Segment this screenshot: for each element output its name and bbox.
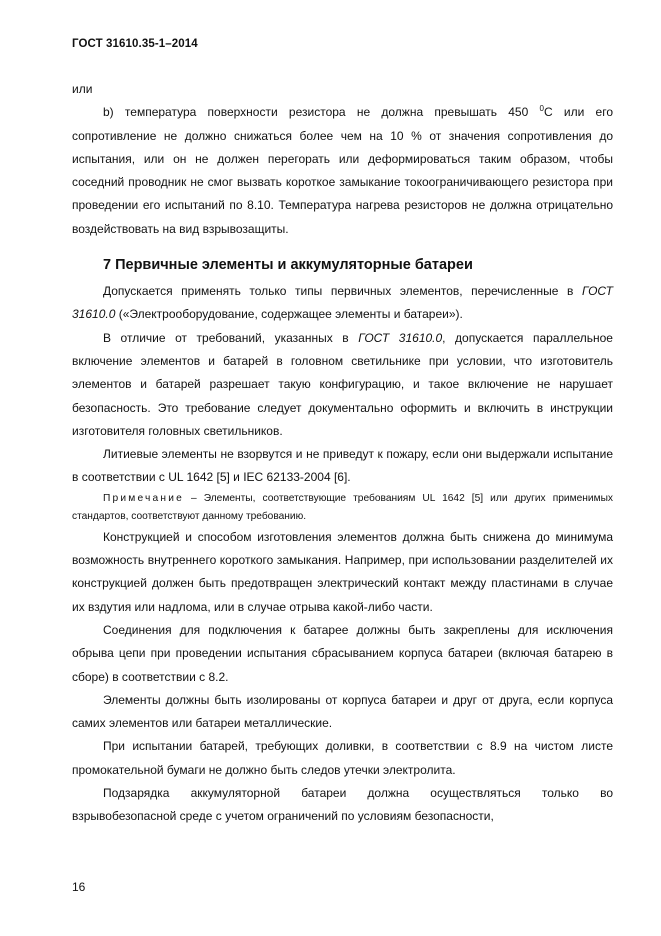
note-block: [72, 490, 613, 526]
note-text: – Элементы, соответствующие требованиям UL 1642 [5] или других применимых стандартов, соответствуют данному требованию.: [72, 492, 613, 522]
paragraph-text: , допускается параллельное включение элементов и батарей в головном светильнике при условии, что изготовитель элементов и батарей разрешает такую конфигурацию, и такое включение не нарушает безопасность. Это требование следует документально оформить и включить в инструкции изготовителя головных светильников.: [72, 330, 613, 438]
standard-reference: ГОСТ 31610.0: [72, 284, 613, 322]
paragraph-construction: Конструкцией и способом изготовления элементов должна быть снижена до минимума возможность внутреннего короткого замыкания. Например, при использовании разделителей их конструкцией должен быть предотвращен электрический контакт между пластинами в случае их вздутия или надлома, или в случае отрыва какой-либо части.: [72, 529, 613, 614]
paragraph-insulation: Элементы должны быть изолированы от корпуса батареи и друг от друга, если корпуса самих элементов или батареи металлические.: [72, 692, 613, 731]
item-b-text-end: С или его сопротивление не должно снижаться более чем на 10 % от значения сопротивления до испытания, или он не должен перегорать или деформироваться таким образом, чтобы соседний проводник не смог вызвать короткое замыкание токоограничивающего резистора при проведении его испытаний по 8.10. Температура нагрева резисторов не должна отрицательно воздействовать на вид взрывозащиты.: [72, 105, 614, 236]
note-label: Примечание: [103, 492, 184, 504]
document-header: ГОСТ 31610.35-1–2014: [72, 38, 198, 50]
paragraph-text: Допускается применять только типы первичных элементов, перечисленные в: [103, 284, 582, 299]
degree-superscript: 0: [539, 104, 544, 114]
item-b-text-start: b) температура поверхности резистора не должна превышать 450: [103, 105, 540, 120]
document-body: [72, 78, 613, 829]
paragraph-connections: Соединения для подключения к батарее должны быть закреплены для исключения обрыва цепи при проведении испытания сбрасыванием корпуса батареи (включая батарею в сборе) в соответствии с 8.2.: [72, 622, 613, 684]
paragraph-text: («Электрооборудование, содержащее элементы и батареи»).: [115, 307, 463, 322]
paragraph-electrolyte: При испытании батарей, требующих доливки, в соответствии с 8.9 на чистом листе промокательной бумаги не должно быть следов утечки электролита.: [72, 739, 613, 777]
paragraph-charging: Подзарядка аккумуляторной батареи должна осуществляться только во взрывобезопасной среде с учетом ограничений по условиям безопасности,: [72, 786, 613, 824]
standard-reference: ГОСТ 31610.0: [358, 330, 443, 345]
section-heading: 7 Первичные элементы и аккумуляторные батареи: [103, 257, 473, 274]
paragraph-item-b: [72, 101, 613, 241]
paragraph-ili: или: [72, 82, 93, 96]
paragraph-primary-cells: [72, 280, 613, 327]
page-number: 16: [72, 880, 86, 894]
paragraph-lithium-cells: Литиевые элементы не взорвутся и не приведут к пожару, если они выдержали испытание в соответствии с UL 1642 [5] и IEC 62133-2004 [6].: [72, 447, 613, 485]
paragraph-parallel-connection: [72, 327, 613, 443]
paragraph-text: В отличие от требований, указанных в: [103, 330, 359, 345]
